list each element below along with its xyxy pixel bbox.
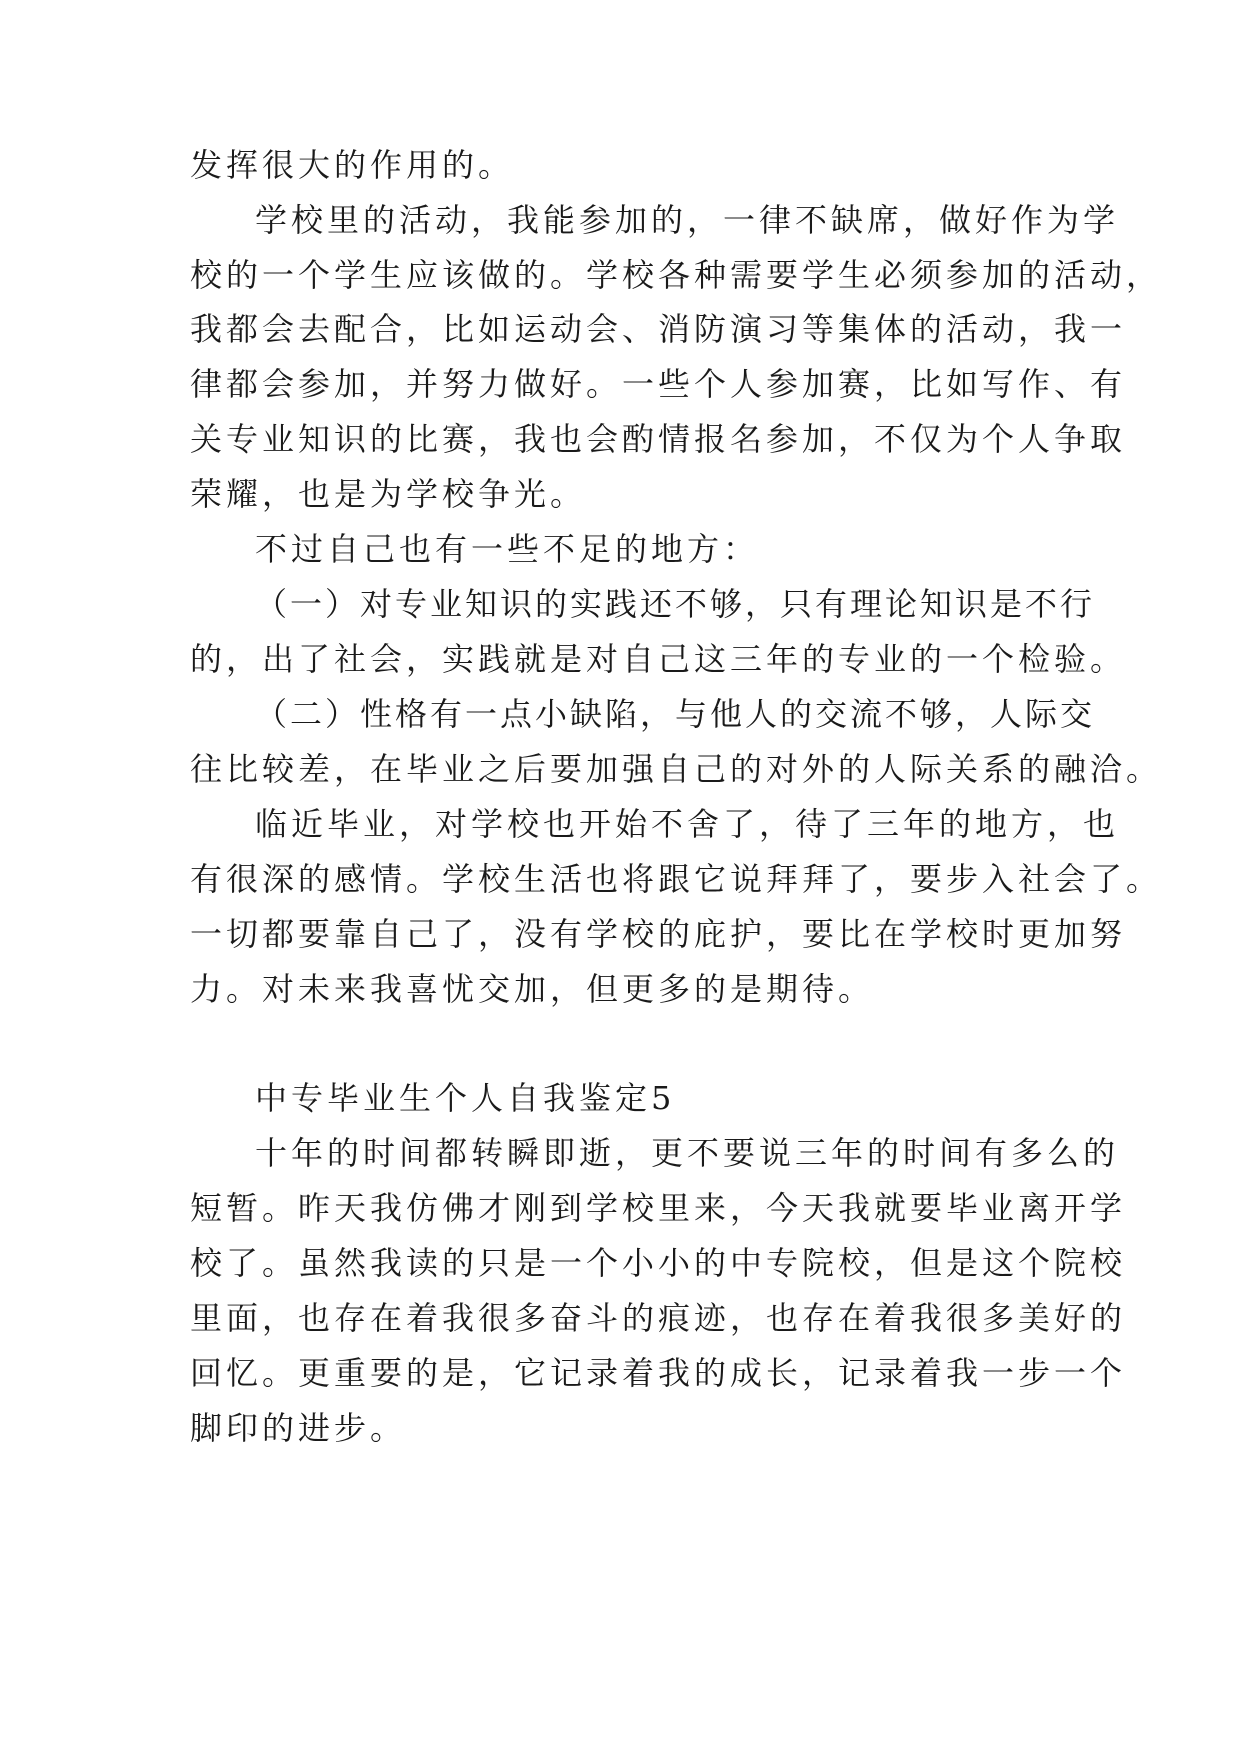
text-line: 临近毕业，对学校也开始不舍了，待了三年的地方，也: [255, 805, 1120, 843]
text-line: 往比较差，在毕业之后要加强自己的对外的人际关系的融洽。: [190, 750, 1163, 788]
text-line: 力。对未来我喜忧交加，但更多的是期待。: [190, 970, 875, 1008]
text-line: 回忆。更重要的是，它记录着我的成长，记录着我一步一个: [190, 1354, 1127, 1392]
text-line: （一）对专业知识的实践还不够，只有理论知识是不行: [255, 585, 1096, 623]
text-line: 荣耀，也是为学校争光。: [190, 475, 587, 513]
text-line: 校了。虽然我读的只是一个小小的中专院校，但是这个院校: [190, 1244, 1127, 1282]
section-heading: 中专毕业生个人自我鉴定5: [255, 1079, 676, 1117]
text-line: 有很深的感情。学校生活也将跟它说拜拜了，要步入社会了。: [190, 860, 1163, 898]
text-line: 一切都要靠自己了，没有学校的庇护，要比在学校时更加努: [190, 915, 1127, 953]
text-line: 的，出了社会，实践就是对自己这三年的专业的一个检验。: [190, 640, 1127, 678]
text-line: 脚印的进步。: [190, 1409, 407, 1447]
text-line: 学校里的活动，我能参加的，一律不缺席，做好作为学: [255, 201, 1120, 239]
text-line: 里面，也存在着我很多奋斗的痕迹，也存在着我很多美好的: [190, 1299, 1127, 1337]
text-line: 校的一个学生应该做的。学校各种需要学生必须参加的活动，: [190, 256, 1163, 294]
text-line: 发挥很大的作用的。: [190, 146, 515, 184]
text-line: 十年的时间都转瞬即逝，更不要说三年的时间有多么的: [255, 1134, 1120, 1172]
text-line: 我都会去配合，比如运动会、消防演习等集体的活动，我一: [190, 310, 1127, 348]
text-line: 不过自己也有一些不足的地方：: [255, 530, 760, 568]
text-line: 律都会参加，并努力做好。一些个人参加赛，比如写作、有: [190, 365, 1127, 403]
text-line: 短暂。昨天我仿佛才刚到学校里来，今天我就要毕业离开学: [190, 1189, 1127, 1227]
text-line: 关专业知识的比赛，我也会酌情报名参加，不仅为个人争取: [190, 420, 1127, 458]
text-line: （二）性格有一点小缺陷，与他人的交流不够，人际交: [255, 695, 1096, 733]
